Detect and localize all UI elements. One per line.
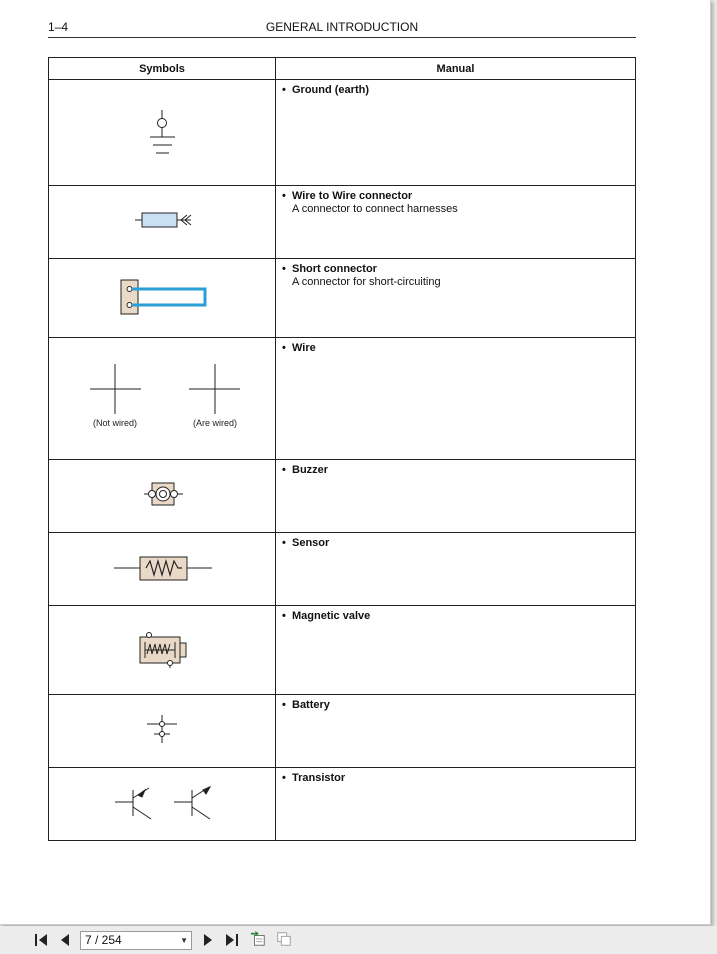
table-row	[49, 460, 636, 533]
manual-cell	[276, 186, 636, 259]
ground-symbol	[49, 80, 276, 186]
item-description: A connector to connect harnesses	[292, 203, 458, 215]
dropdown-arrow-icon[interactable]: ▼	[180, 936, 188, 945]
symbols-column-header: Symbols	[49, 58, 276, 80]
pdf-viewer-toolbar	[0, 926, 717, 954]
manual-cell	[276, 80, 636, 186]
wire-connector-icon	[135, 213, 191, 227]
item-title: • Wire	[282, 342, 631, 354]
next-page-icon[interactable]	[200, 932, 216, 948]
table-row	[49, 533, 636, 606]
magnetic-valve-icon	[140, 632, 186, 668]
are-wired-label: (Are wired)	[192, 418, 237, 428]
prev-page-icon[interactable]	[57, 932, 73, 948]
transistor-npn-icon	[174, 787, 210, 819]
short-connector-symbol	[49, 259, 276, 338]
battery-icon	[147, 715, 177, 743]
symbols-table	[48, 57, 636, 841]
page-number-select[interactable]	[80, 931, 192, 950]
manual-cell	[276, 533, 636, 606]
item-description: A connector for short-circuiting	[292, 276, 441, 288]
header-rule	[48, 37, 636, 38]
sensor-symbol	[49, 533, 276, 606]
page-number-value: 7 / 254	[85, 933, 122, 947]
manual-cell	[276, 606, 636, 695]
wire-cross-icon	[90, 364, 240, 414]
item-title: • Ground (earth)	[282, 84, 631, 96]
manual-cell	[276, 768, 636, 841]
page-number: 1–4	[48, 20, 69, 34]
export-icon[interactable]	[276, 931, 292, 947]
manual-cell	[276, 259, 636, 338]
item-title: • Battery	[282, 699, 631, 711]
transistor-pnp-icon	[115, 788, 151, 819]
item-title: • Magnetic valve	[282, 610, 631, 622]
item-title: • Transistor	[282, 772, 631, 784]
manual-column-header: Manual	[276, 58, 636, 80]
buzzer-icon	[144, 483, 183, 505]
table-row	[49, 768, 636, 841]
page-title: GENERAL INTRODUCTION	[265, 20, 419, 34]
first-page-icon[interactable]	[33, 932, 49, 948]
table-row	[49, 259, 636, 338]
wire-symbol	[49, 338, 276, 460]
manual-cell	[276, 338, 636, 460]
table-row	[49, 338, 636, 460]
manual-cell	[276, 695, 636, 768]
ground-icon	[150, 110, 175, 153]
battery-symbol	[49, 695, 276, 768]
table-row	[49, 186, 636, 259]
sensor-icon	[114, 557, 212, 580]
item-title: • Buzzer	[282, 464, 631, 476]
table-row	[49, 695, 636, 768]
item-title: • Short connector	[282, 263, 631, 275]
last-page-icon[interactable]	[224, 932, 240, 948]
magnetic-valve-symbol	[49, 606, 276, 695]
table-row	[49, 80, 636, 186]
buzzer-symbol	[49, 460, 276, 533]
table-header-row	[49, 58, 636, 80]
table-row	[49, 606, 636, 695]
not-wired-label: (Not wired)	[92, 418, 137, 428]
manual-cell	[276, 460, 636, 533]
item-title: • Sensor	[282, 537, 631, 549]
item-title: • Wire to Wire connector	[282, 190, 631, 202]
transistor-symbol	[49, 768, 276, 841]
short-connector-icon	[121, 280, 205, 314]
import-icon[interactable]	[250, 931, 266, 947]
wire-connector-symbol	[49, 186, 276, 259]
